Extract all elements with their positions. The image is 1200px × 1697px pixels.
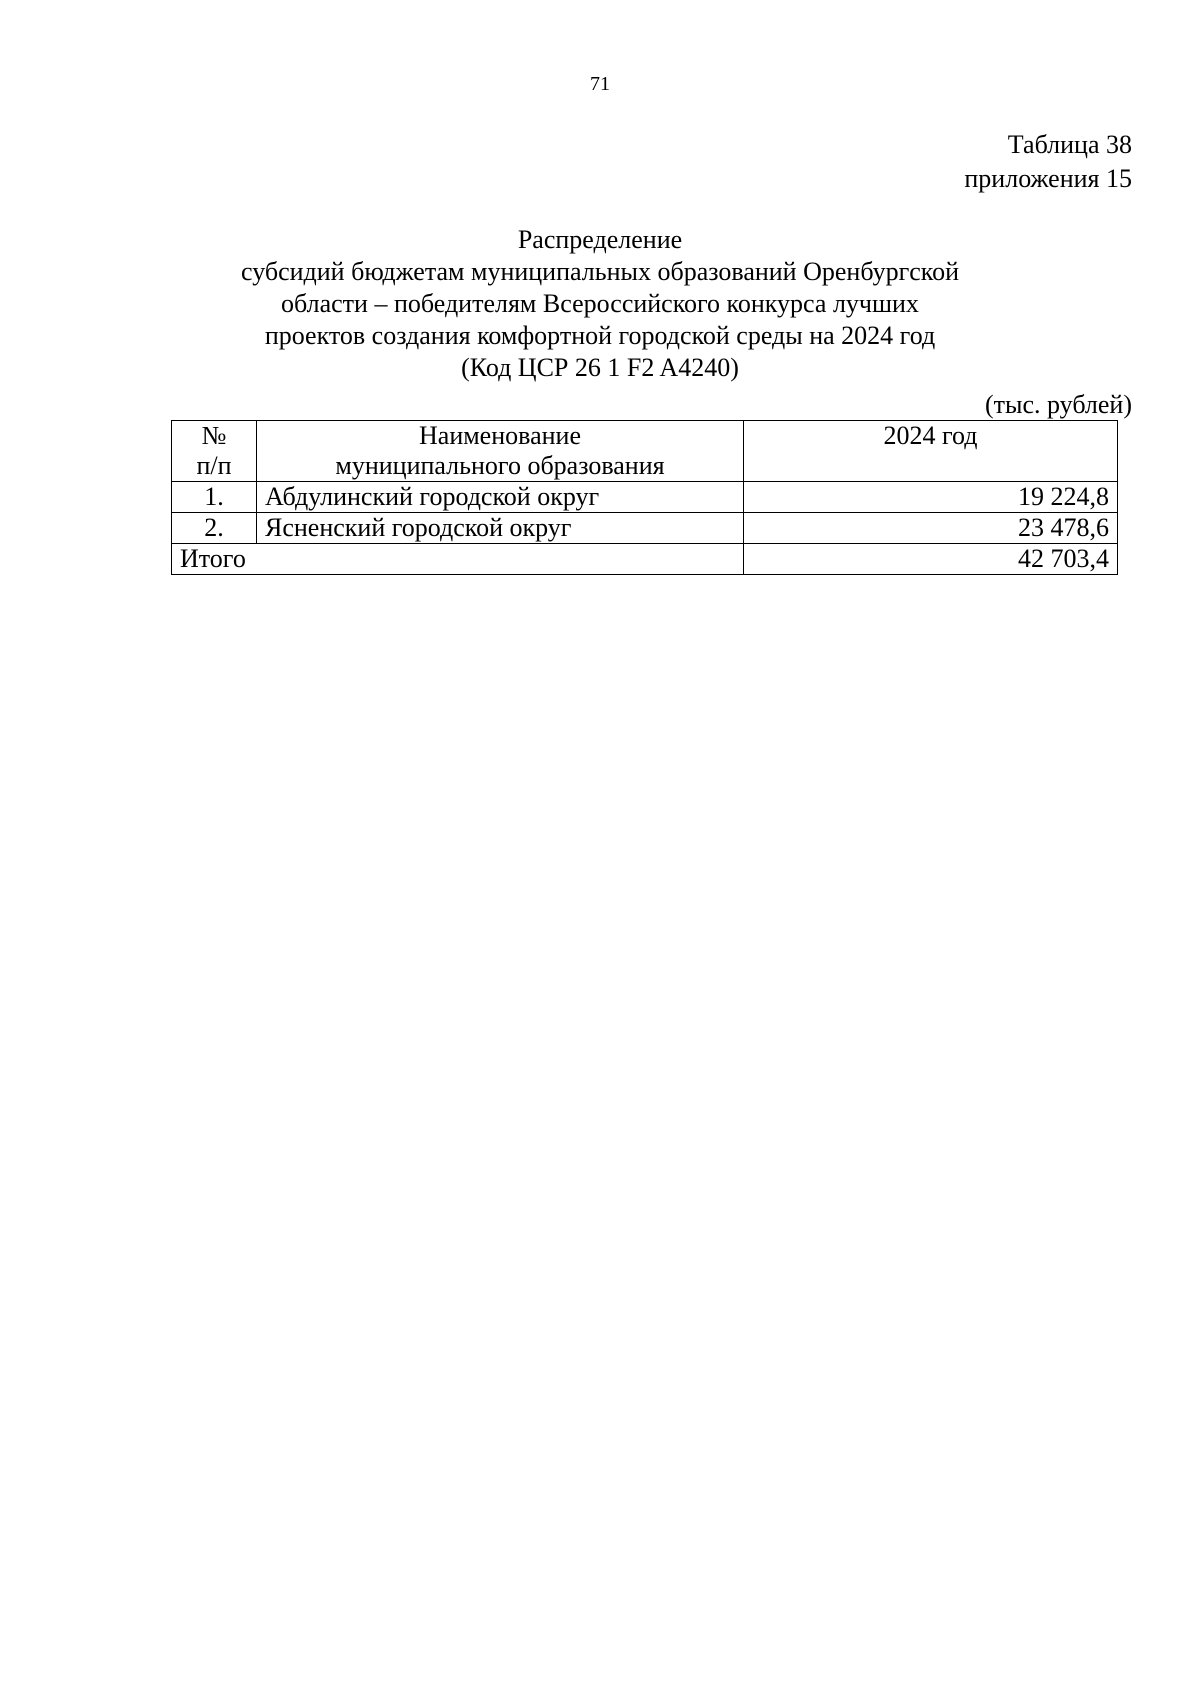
table-reference xyxy=(964,128,1132,196)
header-name xyxy=(257,421,744,482)
row-value: 19 224,8 xyxy=(744,482,1118,513)
table-row xyxy=(172,513,1118,544)
total-label: Итого xyxy=(172,544,744,575)
header-number xyxy=(172,421,257,482)
table-row xyxy=(172,482,1118,513)
header-name-line: муниципального образования xyxy=(335,451,665,480)
document-title xyxy=(0,224,1200,384)
title-line: проектов создания комфортной городской среды на 2024 год xyxy=(264,321,936,350)
title-line: субсидий бюджетам муниципальных образований Оренбургской xyxy=(241,257,959,286)
table-reference-line: приложения 15 xyxy=(964,164,1132,193)
subsidy-table xyxy=(171,420,1118,575)
row-value: 23 478,6 xyxy=(744,513,1118,544)
table-reference-line: Таблица 38 xyxy=(1007,130,1132,159)
row-name: Ясненский городской округ xyxy=(257,513,744,544)
total-value: 42 703,4 xyxy=(744,544,1118,575)
table-header-row xyxy=(172,421,1118,482)
title-line: (Код ЦСР 26 1 F2 A4240) xyxy=(461,353,739,382)
row-name: Абдулинский городской округ xyxy=(257,482,744,513)
header-number-abbr: п/п xyxy=(196,451,232,480)
title-line: Распределение xyxy=(517,225,683,254)
units-label: (тыс. рублей) xyxy=(984,390,1132,419)
title-line: области – победителям Всероссийского конкурса лучших xyxy=(281,289,919,318)
header-number-symbol: № xyxy=(201,421,227,450)
page-number: 71 xyxy=(590,73,610,95)
header-name-line: Наименование xyxy=(419,421,581,450)
total-row xyxy=(172,544,1118,575)
header-year: 2024 год xyxy=(744,421,1118,482)
row-number: 1. xyxy=(172,482,257,513)
row-number: 2. xyxy=(172,513,257,544)
